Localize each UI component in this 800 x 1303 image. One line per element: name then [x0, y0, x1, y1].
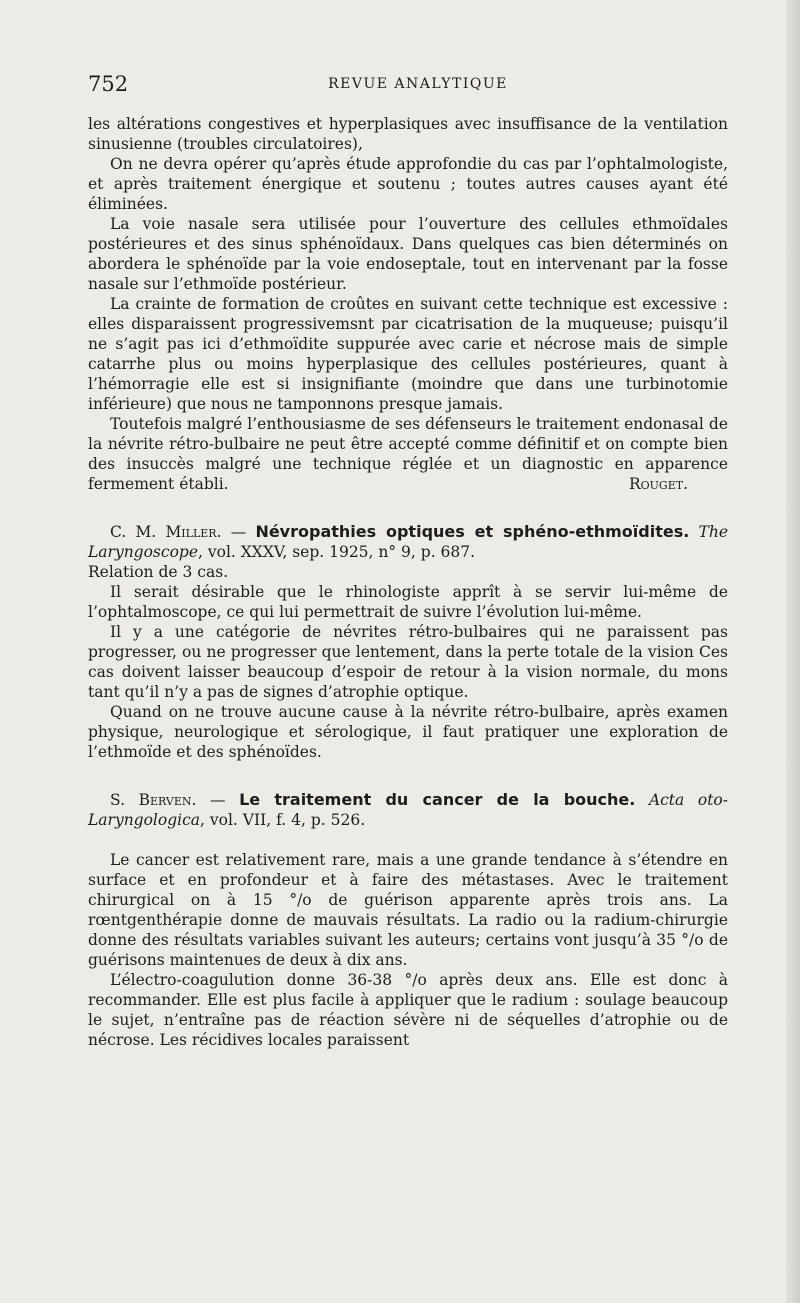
page-body — [88, 114, 728, 1050]
paragraph — [88, 414, 728, 494]
paragraph: Il y a une catégorie de névrites rétro-bulbaires qui ne paraissent pas progresser, ou ne progresser que lentement, dans la perte totale de la vision Ces cas doivent laisser beaucoup d’espoir de retour à la vision normale, du mons tant qu’il n’y a pas de signes d’atrophie optique. — [88, 623, 728, 701]
paragraph: Quand on ne trouve aucune cause à la névrite rétro-bulbaire, après examen physique, neurologique et sérologique, il faut pratiquer une exploration de l’ethmoïde et des sphénoïdes. — [88, 703, 728, 761]
citation-reference: , vol. VII, f. 4, p. 526. — [200, 811, 366, 829]
citation-author: C. M. Miller. — [110, 523, 222, 541]
citation-reference: , vol. XXXV, sep. 1925, n° 9, p. 687. — [198, 543, 476, 561]
page-header — [88, 72, 728, 102]
paragraph-text: Toutefois malgré l’enthousiasme de ses défenseurs le traitement endonasal de la névrite rétro-bulbaire ne peut être accepté comme définitif et on compte bien des insuccès malgré une technique réglée et un diagnostic en apparence fermement établi. — [88, 415, 728, 493]
review-miller — [88, 522, 728, 762]
citation — [88, 790, 728, 830]
paragraph: les altérations congestives et hyperplasiques avec insuffisance de la ventilation sinusienne (troubles circulatoires), — [88, 115, 728, 153]
paragraph: La crainte de formation de croûtes en suivant cette technique est excessive : elles disparaissent progressivemsnt par cicatrisation de la muqueuse; puisqu’il ne s’agit pas ici d’ethmoïdite suppurée avec carie et nécrose mais de simple catarrhe plus ou moins hyperplasique des cellules postérieures, quant à l’hémorragie elle est si insignifiante (moindre que dans une turbinotomie inférieure) que nous ne tamponnons presque jamais. — [88, 295, 728, 413]
page-edge — [786, 0, 800, 1303]
citation-dash: — — [221, 523, 256, 541]
running-head: REVUE ANALYTIQUE — [328, 76, 508, 92]
citation-author: S. Berven. — [110, 791, 197, 809]
journal-name: Acta oto-Laryngologica — [88, 791, 728, 829]
review-berven — [88, 790, 728, 1050]
paragraph: Il serait désirable que le rhinologiste apprît à se servir lui-même de l’ophtalmoscope, ce qui lui permettrait de suivre l’évolution lui-même. — [88, 583, 728, 621]
citation — [88, 522, 728, 562]
paragraph: On ne devra opérer qu’après étude approfondie du cas par l’ophtalmologiste, et après traitement énergique et soutenu ; toutes autres causes ayant été éliminées. — [88, 155, 728, 213]
article-title: Le traitement du cancer de la bouche. — [239, 790, 636, 809]
paragraph: L’électro-coagulution donne 36-38 °/o après deux ans. Elle est donc à recommander. Elle est plus facile à appliquer que le radium : soulage beaucoup le sujet, n’entraîne pas de réaction sévère ni de séquelles d’atrophie ou de nécrose. Les récidives locales paraissent — [88, 971, 728, 1049]
article-title: Névropathies optiques et sphéno-ethmoïdites. — [255, 522, 690, 541]
reviewer-signature: Rouget. — [628, 475, 688, 493]
citation-dash: — — [196, 791, 240, 809]
paragraph: Le cancer est relativement rare, mais a une grande tendance à s’étendre en surface et en profondeur et à faire des métastases. Avec le traitement chirurgical on à 15 °/o de guérison apparente après trois ans. La rœntgenthérapie donne de mauvais résultats. La radio ou la radium-chirurgie donne des résultats variables suivant les auteurs; certains vont jusqu’à 35 °/o de guérisons maintenues de deux à dix ans. — [88, 851, 728, 969]
paragraph: La voie nasale sera utilisée pour l’ouverture des cellules ethmoïdales postérieures et des sinus sphénoïdaux. Dans quelques cas bien déterminés on abordera le sphénoïde par la voie endoseptale, tout en intervenant par la fosse nasale sur l’ethmoïde postérieur. — [88, 215, 728, 293]
citation-note: Relation de 3 cas. — [88, 563, 229, 581]
review-rouget — [88, 114, 728, 494]
page-number: 752 — [88, 72, 129, 96]
journal-name: The Laryngoscope — [88, 523, 729, 561]
